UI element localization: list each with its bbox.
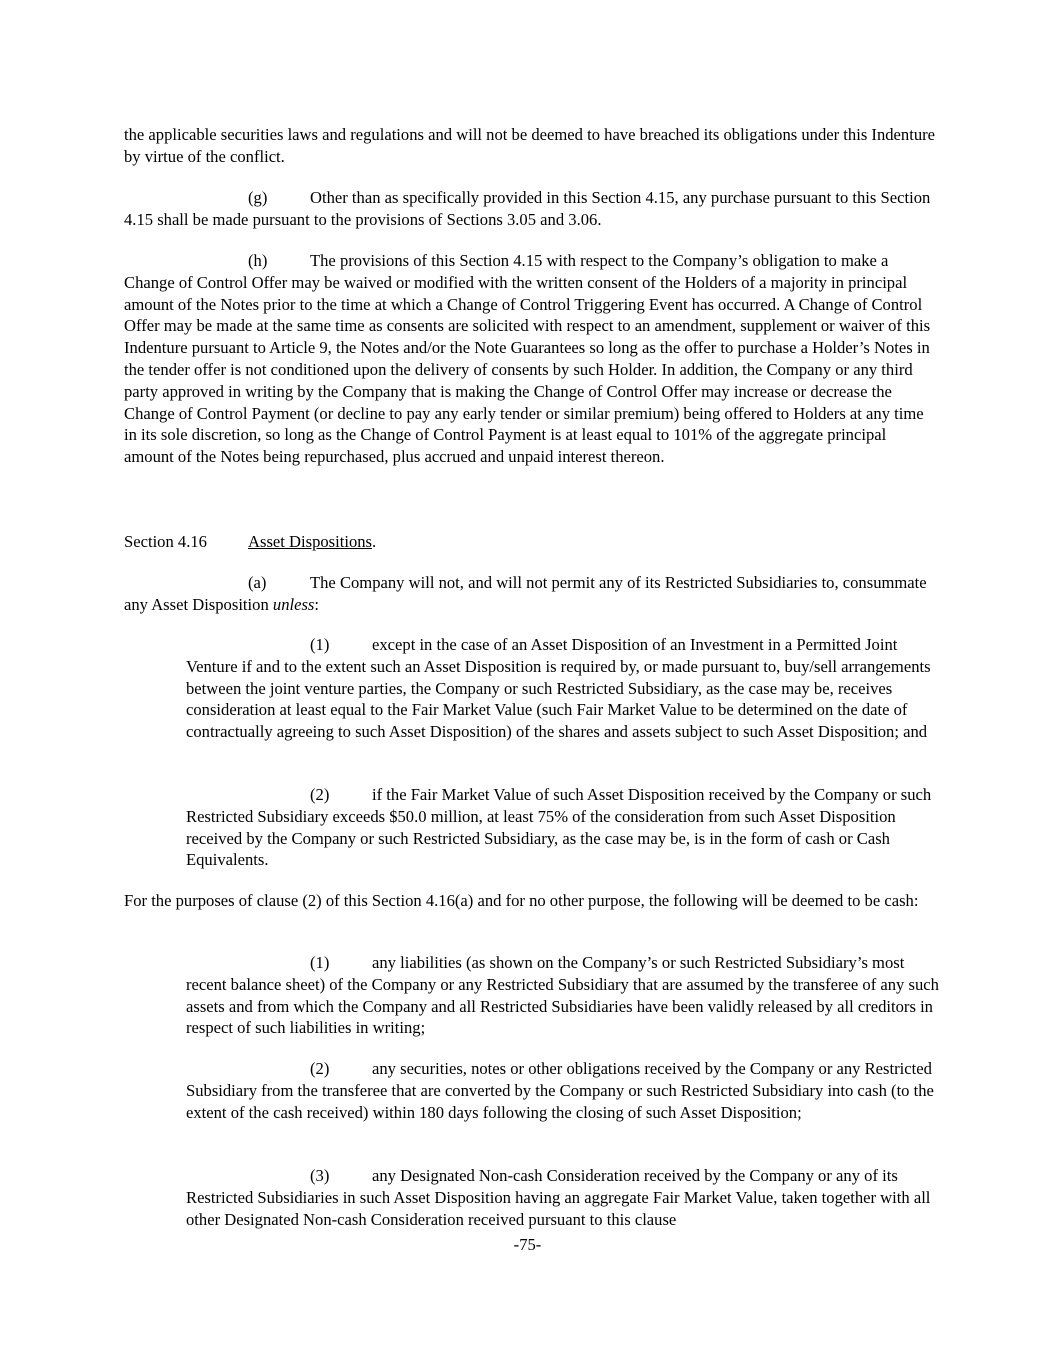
clause-label-cash-2: (2) — [310, 1059, 330, 1078]
clause-label-a: (a) — [248, 573, 267, 592]
paragraph-cash-1: (1) any liabilities (as shown on the Company’s or such Restricted Subsidiary’s most recent balance sheet) of the Company or any Restricted Subsidiary that are assumed by the transferee of any such assets and from which the Company and all Restricted Subsidiaries have been validly released by all creditors in respect of such liabilities in writing; — [186, 953, 939, 1038]
paragraph-a: (a) The Company will not, and will not permit any of its Restricted Subsidiaries to, consummate any Asset Disposition unless: — [124, 573, 927, 614]
paragraph-a-2: (2) if the Fair Market Value of such Asset Disposition received by the Company or such Restricted Subsidiary exceeds $50.0 million, at least 75% of the consideration from such Asset Disposition received by the Company or such Restricted Subsidiary, as the case may be, is in the form of cash or Cash Equivalents. — [186, 785, 932, 870]
paragraph-g: (g) Other than as specifically provided in this Section 4.15, any purchase pursuant to this Section 4.15 shall be made pursuant to the provisions of Sections 3.05 and 3.06. — [124, 188, 931, 229]
clause-label-cash-1: (1) — [310, 953, 330, 972]
paragraph-cash-2: (2) any securities, notes or other obligations received by the Company or any Restricted Subsidiary from the transferee that are converted by the Company or such Restricted Subsidiary into cash (to the extent of the cash received) within 180 days following the closing of such Asset Disposition; — [186, 1059, 934, 1122]
page-number: -75- — [513, 1235, 542, 1254]
paragraph-continuation: the applicable securities laws and regulations and will not be deemed to have breached its obligations under this Indenture by virtue of the conflict. — [124, 125, 936, 166]
paragraph-h: (h) The provisions of this Section 4.15 with respect to the Company’s obligation to make a Change of Control Offer may be waived or modified with the written consent of the Holders of a majority in principal amount of the Notes prior to the time at which a Change of Control Triggering Event has occurred. A Change of Control Offer may be made at the same time as consents are solicited with respect to an amendment, supplement or waiver of this Indenture pursuant to Article 9, the Notes and/or the Note Guarantees so long as the offer to purchase a Holder’s Notes in the tender offer is not conditioned upon the delivery of consents by such Holder. In addition, the Company or any third party approved in writing by the Company that is making the Change of Control Offer may increase or decrease the Change of Control Payment (or decline to pay any early tender or similar premium) being offered to Holders at any time in its sole discretion, so long as the Change of Control Payment is at least equal to 101% of the aggregate principal amount of the Notes being repurchased, plus accrued and unpaid interest thereon. — [124, 251, 931, 467]
paragraph-purposes: For the purposes of clause (2) of this Section 4.16(a) and for no other purpose, the following will be deemed to be cash: — [124, 891, 919, 910]
emphasis-unless: unless — [272, 594, 315, 614]
clause-label-a-2: (2) — [310, 785, 330, 804]
clause-label-a-1: (1) — [310, 635, 330, 654]
clause-label-cash-3: (3) — [310, 1166, 330, 1185]
clause-label-h: (h) — [248, 251, 268, 270]
clause-label-g: (g) — [248, 188, 268, 207]
section-heading: Section 4.16 Asset Dispositions. — [124, 532, 377, 551]
section-title: Asset Dispositions — [248, 532, 373, 551]
paragraph-cash-3: (3) any Designated Non-cash Consideration received by the Company or any of its Restricted Subsidiaries in such Asset Disposition having an aggregate Fair Market Value, taken together with all other Designated Non-cash Consideration received pursuant to this clause — [186, 1166, 931, 1229]
paragraph-a-1: (1) except in the case of an Asset Disposition of an Investment in a Permitted Joint Venture if and to the extent such an Asset Disposition is required by, or made pursuant to, buy/sell arrangements between the joint venture parties, the Company or such Restricted Subsidiary, as the case may be, receives consideration at least equal to the Fair Market Value (such Fair Market Value to be determined on the date of contractually agreeing to such Asset Disposition) of the shares and assets subject to such Asset Disposition; and — [186, 635, 931, 742]
section-number: Section 4.16 — [124, 532, 207, 551]
